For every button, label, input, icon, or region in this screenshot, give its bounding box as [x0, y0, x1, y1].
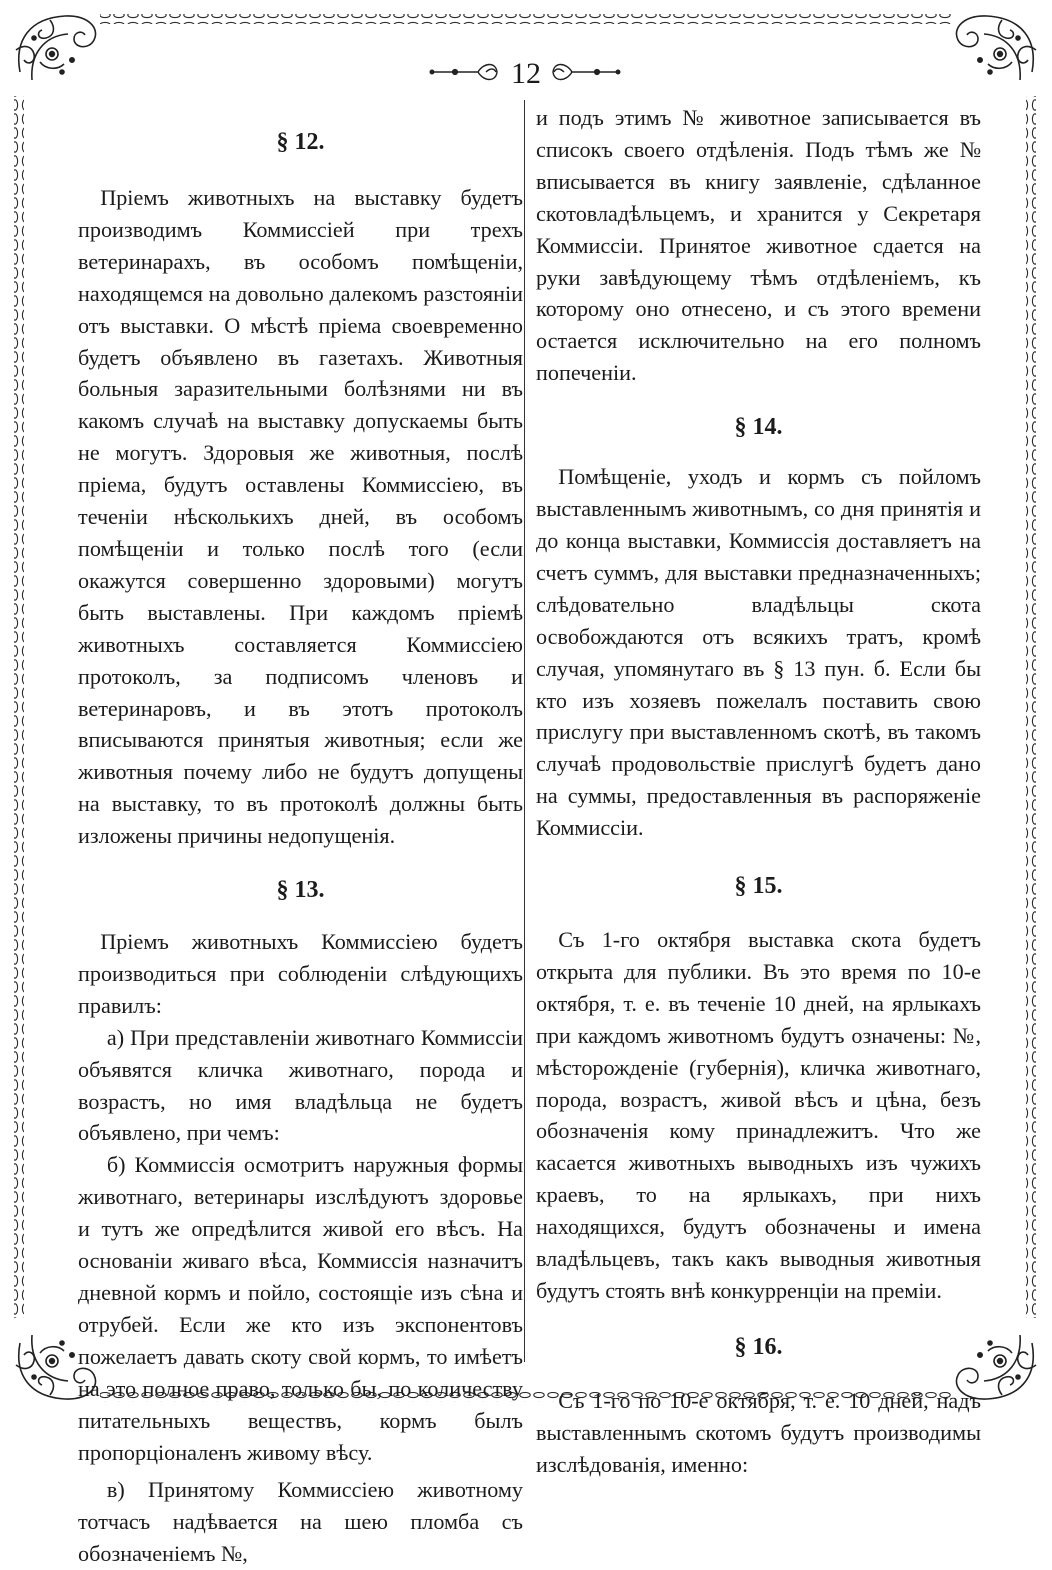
section-15-heading: § 15. [734, 873, 783, 900]
section-13-item-c: в) Принятому Коммиссіею животному тотчасъ надѣвается на шею пломба съ обозначеніемъ №, [78, 1477, 523, 1567]
section-13-heading: § 13. [276, 877, 325, 904]
right-column [536, 102, 981, 1481]
section-13-intro: Пріемъ животныхъ Коммиссіею будетъ производиться при соблюденіи слѣдующихъ правилъ: [78, 929, 523, 1018]
section-13-item-b: б) Коммиссія осмотритъ наружныя формы животнаго, ветеринары изслѣдуютъ здоровье и тутъ же опредѣлится живой его вѣсъ. На основаніи живаго вѣса, Коммиссія назначитъ дневной кормъ и пойло, состоящіе изъ сѣна и отрубей. Если же кто изъ экспонентовъ пожелаетъ давать скоту свой кормъ, то имѣетъ на это полное право, только бы, по количеству питательныхъ веществъ, кормъ былъ пропорціоналенъ живому вѣсу. [78, 1152, 523, 1465]
left-column [78, 102, 523, 1570]
section-15-paragraph: Съ 1-го октября выставка скота будетъ открыта для публики. Въ это время по 10-е октября, т. е. въ теченіе 10 дней, на ярлыкахъ при каждомъ животномъ будутъ означены: №, мѣсторожденіе (губернія), кличка животнаго, порода, возрастъ, живой вѣсъ и цѣна, безъ обозначенія кому принадлежитъ. Что же касается животныхъ выводныхъ изъ чужихъ краевъ, то на ярлыкахъ, при нихъ находящихся, будутъ обозначены и имена владѣльцевъ, такъ какъ выводныя животныя будутъ стоять внѣ конкурренціи на преміи. [536, 927, 981, 1303]
section-13-continuation: и подъ этимъ № животное записывается въ списокъ своего отдѣленія. Подъ тѣмъ же № вписывается въ книгу заявленіе, сдѣланное скотовладѣльцемъ, и хранится у Секретаря Коммиссіи. Принятое животное сдается на руки завѣдующему тѣмъ отдѣленіемъ, къ которому оно отнесено, и съ этого времени остается исключительно на его полномъ попеченіи. [536, 105, 981, 386]
page-number: 12 [511, 57, 541, 90]
section-16-heading: § 16. [734, 1333, 783, 1360]
column-divider [524, 100, 525, 1362]
section-12-paragraph: Пріемъ животныхъ на выставку будетъ производимъ Коммиссіей при трехъ ветеринарахъ, въ особомъ помѣщеніи, находящемся на довольно далекомъ разстояніи отъ выставки. О мѣстѣ пріема своевременно будетъ объявлено въ газетахъ. Животныя больныя заразительными болѣзнями ни въ какомъ случаѣ на выставку допускаемы быть не могутъ. Здоровыя же животныя, послѣ пріема, будутъ оставлены Коммиссіею, въ теченіи нѣсколькихъ дней, въ особомъ помѣщеніи и только послѣ того (если окажутся совершенно здоровыми) могутъ быть выставлены. При каждомъ пріемѣ животныхъ составляется Коммиссіею протоколъ, за подписомъ членовъ и ветеринаровъ, и въ этотъ протоколъ вписываются принятыя животныя; если же животныя почему либо не будутъ допущены на выставку, то въ протоколѣ должны быть изложены причины недопущенія. [78, 185, 523, 849]
section-14-paragraph: Помѣщеніе, уходъ и кормъ съ пойломъ выставленнымъ животнымъ, со дня принятія и до конца выставки, Коммиссія доставляетъ на счетъ суммъ, для выставки предназначенныхъ; слѣдовательно владѣльцы скота освобождаются отъ всякихъ тратъ, кромѣ случая, упомянутаго въ § 13 пун. б. Если бы кто изъ хозяевъ пожелалъ поставить свою прислугу при выставленномъ скотѣ, въ такомъ случаѣ продовольствіе прислугѣ будетъ дано на суммы, предоставленныя въ распоряженіе Коммиссіи. [536, 464, 981, 841]
section-13-item-a: а) При представленіи животнаго Коммиссіи объявятся кличка животнаго, порода и возрастъ, но имя владѣльца не будетъ объявлено, при чемъ: [78, 1024, 523, 1146]
section-14-heading: § 14. [734, 414, 783, 441]
section-16-paragraph: Съ 1-го по 10-е октября, т. е. 10 дней, надъ выставленнымъ скотомъ будутъ производимы изслѣдованія, именно: [536, 1387, 981, 1477]
section-12-heading: § 12. [276, 129, 325, 155]
